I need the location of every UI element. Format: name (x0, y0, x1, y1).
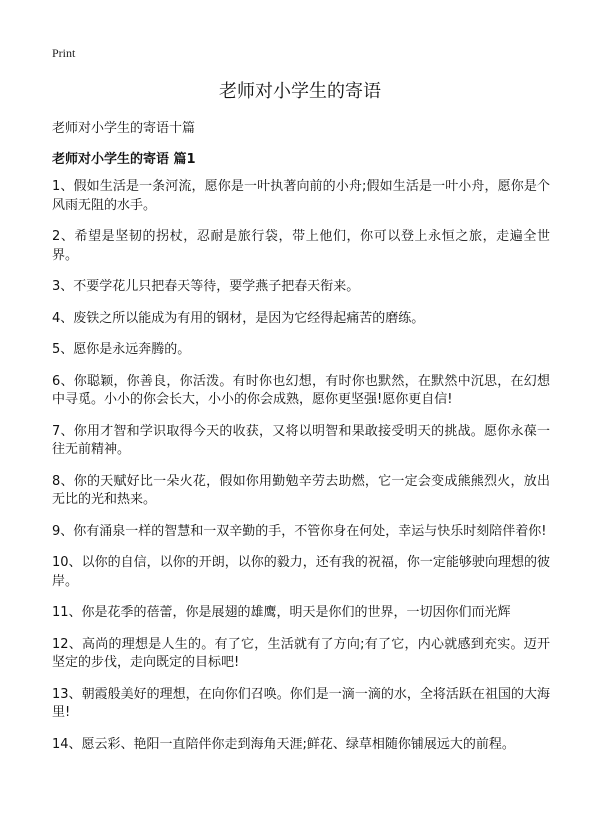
message-list (52, 178, 550, 767)
list-item: 9、你有涌泉一样的智慧和一双辛勤的手，不管你身在何处，幸运与快乐时刻陪伴着你! (52, 523, 547, 539)
list-item: 14、愿云彩、艳阳一直陪伴你走到海角天涯;鲜花、绿草相随你铺展远大的前程。 (52, 736, 515, 752)
document-subtitle: 老师对小学生的寄语十篇 (52, 121, 196, 136)
list-item: 1、假如生活是一条河流，愿你是一叶执著向前的小舟;假如生活是一叶小舟，愿你是个风雨无阻的水手。 (52, 179, 550, 213)
list-item: 5、愿你是永远奔腾的。 (52, 342, 191, 357)
section-heading: 老师对小学生的寄语 篇1 (52, 152, 196, 167)
list-item: 11、你是花季的蓓蕾，你是展翅的雄鹰，明天是你们的世界，一切因你们而光辉 (52, 605, 511, 620)
page-title: 老师对小学生的寄语 (219, 81, 381, 102)
list-item: 6、你聪颖，你善良，你活泼。有时你也幻想，有时你也默然，在默然中沉思，在幻想中寻觅。小小的你会长大，小小的你会成熟，愿你更坚强!愿你更自信! (52, 373, 550, 407)
list-item: 7、你用才智和学识取得今天的收获，又将以明智和果敢接受明天的挑战。愿你永葆一往无前精神。 (52, 423, 550, 457)
list-item: 8、你的天赋好比一朵火花，假如你用勤勉辛劳去助燃，它一定会变成熊熊烈火，放出无比的光和热来。 (52, 473, 550, 507)
list-item: 12、高尚的理想是人生的。有了它，生活就有了方向;有了它，内心就感到充实。迈开坚定的步伐，走向既定的目标吧! (52, 636, 550, 670)
list-item: 3、不要学花儿只把春天等待，要学燕子把春天衔来。 (52, 279, 360, 294)
list-item: 13、朝霞般美好的理想，在向你们召唤。你们是一滴一滴的水，全将活跃在祖国的大海里! (52, 686, 550, 720)
list-item: 2、希望是坚韧的拐杖，忍耐是旅行袋，带上他们，你可以登上永恒之旅，走遍全世界。 (52, 229, 550, 263)
list-item: 4、废铁之所以能成为有用的钢材，是因为它经得起痛苦的磨练。 (52, 310, 425, 326)
print-label: Print (52, 46, 76, 60)
list-item: 10、以你的自信，以你的开朗，以你的毅力，还有我的祝福，你一定能够驶向理想的彼岸。 (52, 555, 550, 589)
